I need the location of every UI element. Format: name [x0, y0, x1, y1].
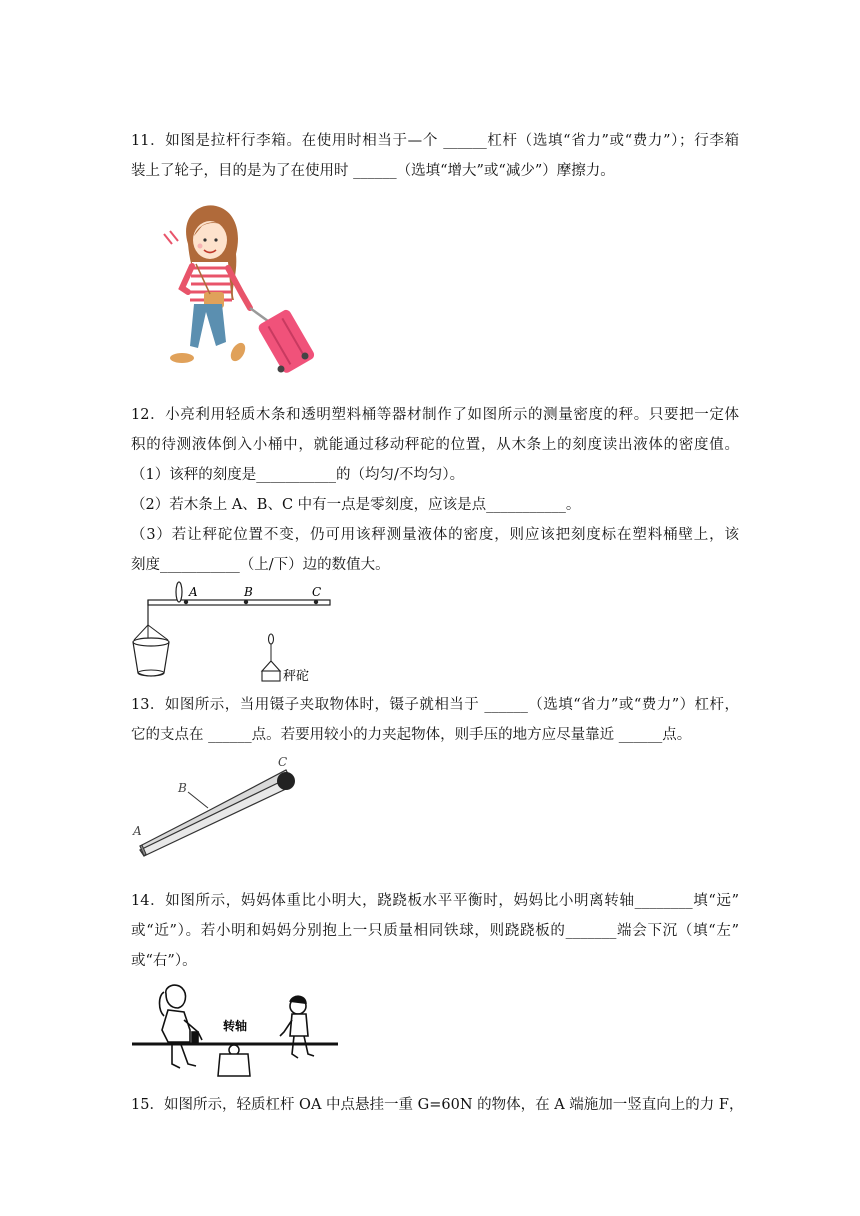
question-12-line-5: （3）若让秤砣位置不变，仍可用该秤测量液体的密度，则应该把刻度标在塑料桶壁上，该: [131, 527, 739, 543]
gripped-object: [277, 772, 295, 790]
sliding-weight: [262, 671, 280, 681]
point-c-label: C: [278, 755, 288, 769]
question-12-line-2: 积的待测液体倒入小桶中，就能通过移动秤砣的位置，从木条上的刻度读出液体的密度值。: [131, 437, 739, 453]
question-12-line-6: 刻度___________（上/下）边的数值大。: [131, 557, 390, 573]
question-11-line-1: 11．如图是拉杆行李箱。在使用时相当于—个 ______杠杆（选填“省力”或“费力”）；行李箱: [131, 133, 739, 149]
question-14: [131, 886, 739, 976]
question-13: [131, 690, 739, 750]
question-11: [131, 126, 739, 186]
point-a-label: A: [133, 824, 142, 838]
seesaw-base: [218, 1054, 250, 1076]
point-b-label: B: [244, 585, 253, 599]
girl-suitcase-illustration: [150, 196, 320, 376]
plastic-bucket: [133, 642, 169, 676]
question-15-line-1: 15．如图所示，轻质杠杆 OA 中点悬挂一重 G=60N 的物体，在 A 端施加一竖直向上的力 F，: [131, 1097, 744, 1113]
hanging-loop: [176, 582, 182, 602]
question-12-line-3: （1）该秤的刻度是___________的（均匀/不均匀）。: [131, 467, 465, 483]
question-12: [131, 400, 739, 580]
point-b-label: B: [178, 781, 187, 795]
pivot-label: 转轴: [223, 1019, 248, 1033]
mother-figure: [160, 985, 203, 1068]
wooden-beam: [148, 600, 330, 605]
question-12-line-4: （2）若木条上 A、B、C 中有一点是零刻度，应该是点___________。: [131, 497, 581, 513]
point-a-label: A: [189, 585, 198, 599]
question-14-line-3: 或“右”）。: [131, 953, 197, 969]
point-c-label: C: [312, 585, 322, 599]
question-12-line-1: 12．小亮利用轻质木条和透明塑料桶等器材制作了如图所示的测量密度的秤。只要把一定体: [131, 407, 739, 423]
question-14-line-1: 14．如图所示，妈妈体重比小明大，跷跷板水平平衡时，妈妈比小明离转轴________填“远”: [131, 893, 739, 909]
point-a-marker: [184, 600, 188, 604]
weight-label: 秤砣: [283, 669, 310, 684]
question-13-line-2: 它的支点在 ______点。若要用较小的力夹起物体，则手压的地方应尽量靠近 ______点。: [131, 727, 692, 743]
question-15: [131, 1090, 744, 1120]
boy-figure: [280, 996, 314, 1058]
question-13-line-1: 13．如图所示，当用镊子夹取物体时，镊子就相当于 ______（选填“省力”或“费力”）杠杆，: [131, 697, 739, 713]
seesaw-diagram: [128, 980, 343, 1078]
question-14-line-2: 或“近”）。若小明和妈妈分别抱上一只质量相同铁球，则跷跷板的_______端会下沉（填“左”: [131, 923, 739, 939]
density-scale-diagram: [128, 575, 348, 690]
question-11-line-2: 装上了轮子，目的是为了在使用时 ______（选填“增大”或“减少”）摩擦力。: [131, 163, 615, 179]
tweezers-diagram: [128, 750, 303, 862]
point-b-marker: [244, 600, 248, 604]
point-c-marker: [314, 600, 318, 604]
